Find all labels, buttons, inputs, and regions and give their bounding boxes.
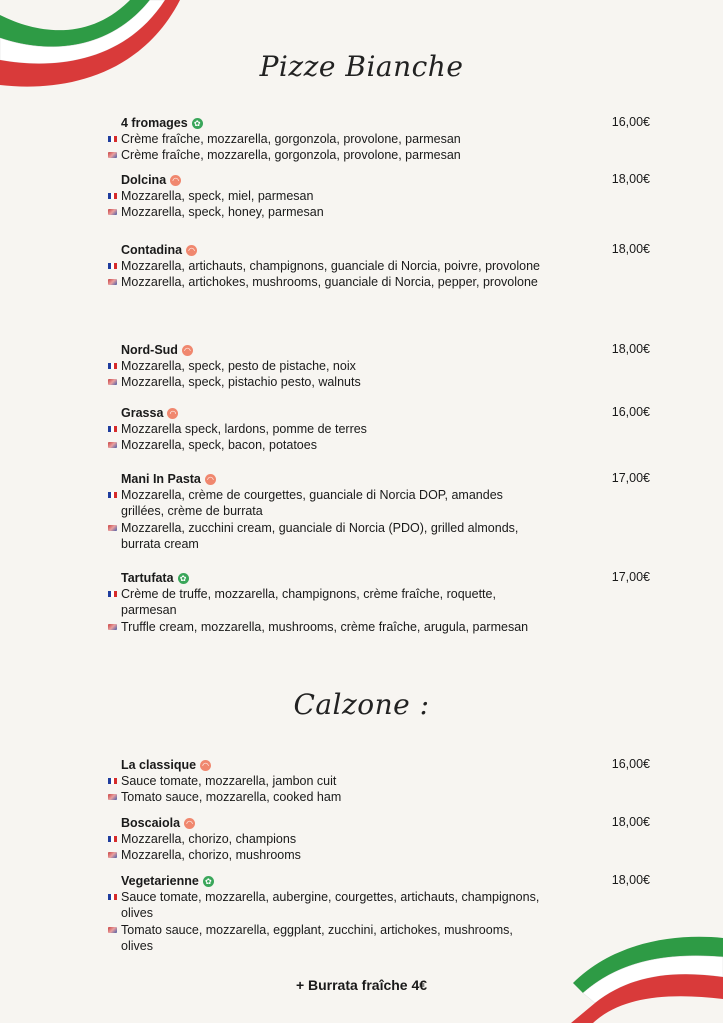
description-english: Mozzarella, speck, bacon, potatoes (121, 438, 317, 453)
description-french: Mozzarella, crème de courgettes, guanciale di Norcia DOP, amandes grillées, crème de burrata (121, 488, 503, 519)
meat-icon: ◠ (182, 345, 193, 356)
section-title-pizze-bianche: Pizze Bianche (259, 50, 464, 83)
description-english: Tomato sauce, mozzarella, cooked ham (121, 790, 342, 805)
menu-item-price: 16,00€ (611, 757, 650, 771)
menu-item (106, 405, 666, 454)
menu-item-name: Nord-Sud (121, 343, 178, 357)
meat-icon: ◠ (184, 818, 195, 829)
french-flag-icon (108, 836, 117, 842)
menu-item-name: Tartufata (121, 571, 174, 585)
french-flag-icon (108, 894, 117, 900)
burrata-supplement-note: + Burrata fraîche 4€ (295, 977, 428, 993)
french-flag-icon (108, 136, 117, 142)
french-flag-icon (108, 426, 117, 432)
uk-flag-icon (108, 794, 117, 800)
menu-item (106, 342, 666, 391)
french-flag-icon (108, 778, 117, 784)
menu-item-price: 18,00€ (611, 242, 650, 256)
description-english: Mozzarella, zucchini cream, guanciale di Norcia (PDO), grilled almonds, burrata cream (121, 520, 519, 552)
menu-item (106, 471, 666, 553)
uk-flag-icon (108, 152, 117, 158)
menu-item-price: 18,00€ (611, 172, 650, 186)
uk-flag-icon (108, 379, 117, 385)
french-flag-icon (108, 492, 117, 498)
leaf-icon: ✿ (192, 118, 203, 129)
menu-item (106, 757, 666, 806)
menu-item-name: Dolcina (121, 173, 167, 187)
description-french: Sauce tomate, mozzarella, jambon cuit (121, 774, 337, 788)
uk-flag-icon (108, 442, 117, 448)
uk-flag-icon (108, 279, 117, 285)
description-french: Crème de truffe, mozzarella, champignons, crème fraîche, roquette, parmesan (121, 587, 496, 618)
menu-item-price: 18,00€ (611, 342, 650, 356)
description-english: Mozzarella, artichokes, mushrooms, guanciale di Norcia, pepper, provolone (121, 275, 538, 290)
description-french: Mozzarella speck, lardons, pomme de terres (121, 422, 367, 436)
description-french: Mozzarella, speck, miel, parmesan (121, 189, 314, 203)
section-title-calzone: Calzone : (293, 688, 430, 721)
uk-flag-icon (108, 927, 117, 933)
menu-item-name: Grassa (121, 406, 164, 420)
menu-item (106, 815, 666, 864)
meat-icon: ◠ (167, 408, 178, 419)
description-english: Mozzarella, speck, honey, parmesan (121, 205, 324, 220)
description-english: Tomato sauce, mozzarella, eggplant, zucchini, artichokes, mushrooms, olives (121, 922, 513, 954)
uk-flag-icon (108, 525, 117, 531)
menu-item-name: Boscaiola (121, 816, 181, 830)
meat-icon: ◠ (186, 245, 197, 256)
meat-icon: ◠ (200, 760, 211, 771)
menu-item-price: 16,00€ (611, 405, 650, 419)
description-french: Mozzarella, artichauts, champignons, guanciale di Norcia, poivre, provolone (121, 259, 540, 273)
uk-flag-icon (108, 852, 117, 858)
french-flag-icon (108, 193, 117, 199)
description-french: Mozzarella, speck, pesto de pistache, noix (121, 359, 356, 373)
uk-flag-icon (108, 624, 117, 630)
menu-item-price: 18,00€ (611, 873, 650, 887)
menu-item (106, 242, 666, 291)
description-french: Mozzarella, chorizo, champions (121, 832, 297, 846)
menu-item (106, 570, 666, 635)
menu-item-price: 17,00€ (611, 570, 650, 584)
menu-item (106, 115, 666, 164)
menu-item-name: Vegetarienne (121, 874, 199, 888)
menu-item-name: Contadina (121, 243, 183, 257)
menu-item-name: La classique (121, 758, 197, 772)
menu-item-name: Mani In Pasta (121, 472, 201, 486)
description-french: Sauce tomate, mozzarella, aubergine, courgettes, artichauts, champignons, olives (121, 890, 540, 921)
french-flag-icon (108, 263, 117, 269)
french-flag-icon (108, 591, 117, 597)
menu-item (106, 873, 666, 955)
leaf-icon: ✿ (203, 876, 214, 887)
description-english: Crème fraîche, mozzarella, gorgonzola, provolone, parmesan (121, 148, 461, 163)
menu-item-price: 17,00€ (611, 471, 650, 485)
uk-flag-icon (108, 209, 117, 215)
description-english: Mozzarella, chorizo, mushrooms (121, 848, 301, 863)
menu-item-name: 4 fromages (121, 116, 188, 130)
meat-icon: ◠ (170, 175, 181, 186)
menu-item (106, 172, 666, 221)
leaf-icon: ✿ (178, 573, 189, 584)
description-french: Crème fraîche, mozzarella, gorgonzola, provolone, parmesan (121, 132, 461, 146)
description-english: Truffle cream, mozzarella, mushrooms, crème fraîche, arugula, parmesan (121, 619, 529, 634)
menu-item-price: 18,00€ (611, 815, 650, 829)
menu-item-price: 16,00€ (611, 115, 650, 129)
description-english: Mozzarella, speck, pistachio pesto, walnuts (121, 375, 361, 390)
meat-icon: ◠ (205, 474, 216, 485)
french-flag-icon (108, 363, 117, 369)
